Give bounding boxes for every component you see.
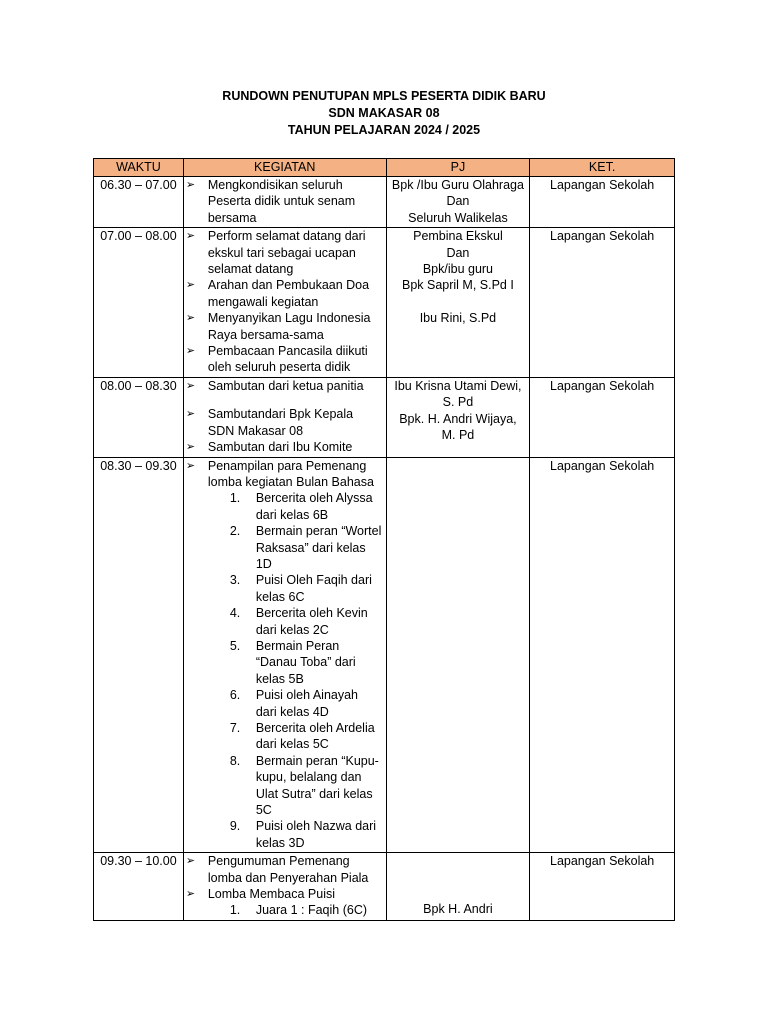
table-row <box>94 228 675 378</box>
numbered-item: 8. Bermain peran “Kupu-kupu, belalang dan Ulat Sutra” dari kelas 5C <box>229 753 379 818</box>
numbered-item: 9. Puisi oleh Nazwa dari kelas 3D <box>229 819 377 850</box>
numbered-item: 1. Bercerita oleh Alyssa dari kelas 6B <box>229 491 373 522</box>
time-cell: 06.30 – 07.00 <box>94 177 184 228</box>
list-item: ➢ Sambutandari Bpk Kepala SDN Makasar 08 <box>185 407 354 438</box>
activity-cell <box>183 228 386 378</box>
table-row <box>94 853 675 921</box>
list-item: ➢ Lomba Membaca Puisi <box>185 887 336 902</box>
activity-cell <box>183 377 386 457</box>
arrow-bullet-icon: ➢ <box>185 279 196 292</box>
pj-cell: Ibu Krisna Utami Dewi, S. Pd Bpk. H. Andri Wijaya, M. Pd <box>386 377 530 457</box>
time-cell: 08.30 – 09.30 <box>94 457 184 853</box>
location-cell: Lapangan Sekolah <box>530 177 675 228</box>
arrow-bullet-icon: ➢ <box>185 441 196 454</box>
activity-cell <box>183 177 386 228</box>
arrow-bullet-icon: ➢ <box>185 379 196 392</box>
activity-cell <box>183 853 386 921</box>
numbered-item: 6. Puisi oleh Ainayah dari kelas 4D <box>229 688 359 719</box>
rundown-table <box>93 158 675 921</box>
header-kegiatan: KEGIATAN <box>183 159 386 177</box>
arrow-bullet-icon: ➢ <box>185 888 196 901</box>
list-item: ➢ Mengkondisikan seluruh Peserta didik untuk senam bersama <box>185 178 356 225</box>
list-item: ➢ Pembacaan Pancasila diikuti oleh seluruh peserta didik <box>185 344 368 375</box>
list-item: ➢ Sambutan dari Ibu Komite <box>185 440 353 455</box>
numbered-item: 5. Bermain Peran “Danau Toba” dari kelas 5B <box>229 638 356 686</box>
time-cell: 09.30 – 10.00 <box>94 853 184 921</box>
activity-cell <box>183 457 386 853</box>
table-header-row <box>94 159 675 177</box>
list-item: ➢ Penampilan para Pemenang lomba kegiatan Bulan Bahasa <box>185 458 374 489</box>
title-line-1: RUNDOWN PENUTUPAN MPLS PESERTA DIDIK BARU <box>222 89 546 103</box>
pj-cell: Bpk H. Andri <box>386 853 530 921</box>
document-title <box>0 88 768 139</box>
arrow-bullet-icon: ➢ <box>185 855 196 868</box>
arrow-bullet-icon: ➢ <box>185 312 196 325</box>
numbered-item: 2. Bermain peran “Wortel Raksasa” dari kelas 1D <box>229 524 382 571</box>
list-item: ➢ Perform selamat datang dari ekskul tari sebagai ucapan selamat datang <box>185 229 366 277</box>
title-line-3: TAHUN PELAJARAN 2024 / 2025 <box>287 123 481 137</box>
arrow-bullet-icon: ➢ <box>185 230 196 243</box>
list-item: ➢ Pengumuman Pemenang lomba dan Penyerahan Piala <box>185 854 369 885</box>
location-cell: Lapangan Sekolah <box>530 377 675 457</box>
header-waktu: WAKTU <box>94 159 184 177</box>
list-item: ➢ Arahan dan Pembukaan Doa mengawali kegiatan <box>185 278 370 309</box>
numbered-item: 7. Bercerita oleh Ardelia dari kelas 5C <box>229 721 375 752</box>
location-cell: Lapangan Sekolah <box>530 457 675 853</box>
numbered-item: 1. Juara 1 : Faqih (6C) <box>229 903 368 918</box>
numbered-item: 4. Bercerita oleh Kevin dari kelas 2C <box>229 606 368 637</box>
arrow-bullet-icon: ➢ <box>185 345 196 358</box>
arrow-bullet-icon: ➢ <box>185 459 196 472</box>
table-row <box>94 177 675 228</box>
header-pj: PJ <box>386 159 530 177</box>
header-ket: KET. <box>530 159 675 177</box>
pj-cell <box>386 457 530 853</box>
pj-cell: Pembina Ekskul Dan Bpk/ibu guru Bpk Sapril M, S.Pd I Ibu Rini, S.Pd <box>386 228 530 378</box>
title-line-2: SDN MAKASAR 08 <box>328 106 440 120</box>
list-item: ➢ Sambutan dari ketua panitia <box>185 378 364 393</box>
numbered-item: 3. Puisi Oleh Faqih dari kelas 6C <box>229 573 372 604</box>
pj-cell: Bpk /Ibu Guru Olahraga Dan Seluruh Walikelas <box>386 177 530 228</box>
arrow-bullet-icon: ➢ <box>185 408 196 421</box>
location-cell: Lapangan Sekolah <box>530 853 675 921</box>
list-item: ➢ Menyanyikan Lagu Indonesia Raya bersama-sama <box>185 311 371 342</box>
table-row <box>94 377 675 457</box>
location-cell: Lapangan Sekolah <box>530 228 675 378</box>
time-cell: 08.00 – 08.30 <box>94 377 184 457</box>
table-row <box>94 457 675 853</box>
arrow-bullet-icon: ➢ <box>185 179 196 191</box>
time-cell: 07.00 – 08.00 <box>94 228 184 378</box>
